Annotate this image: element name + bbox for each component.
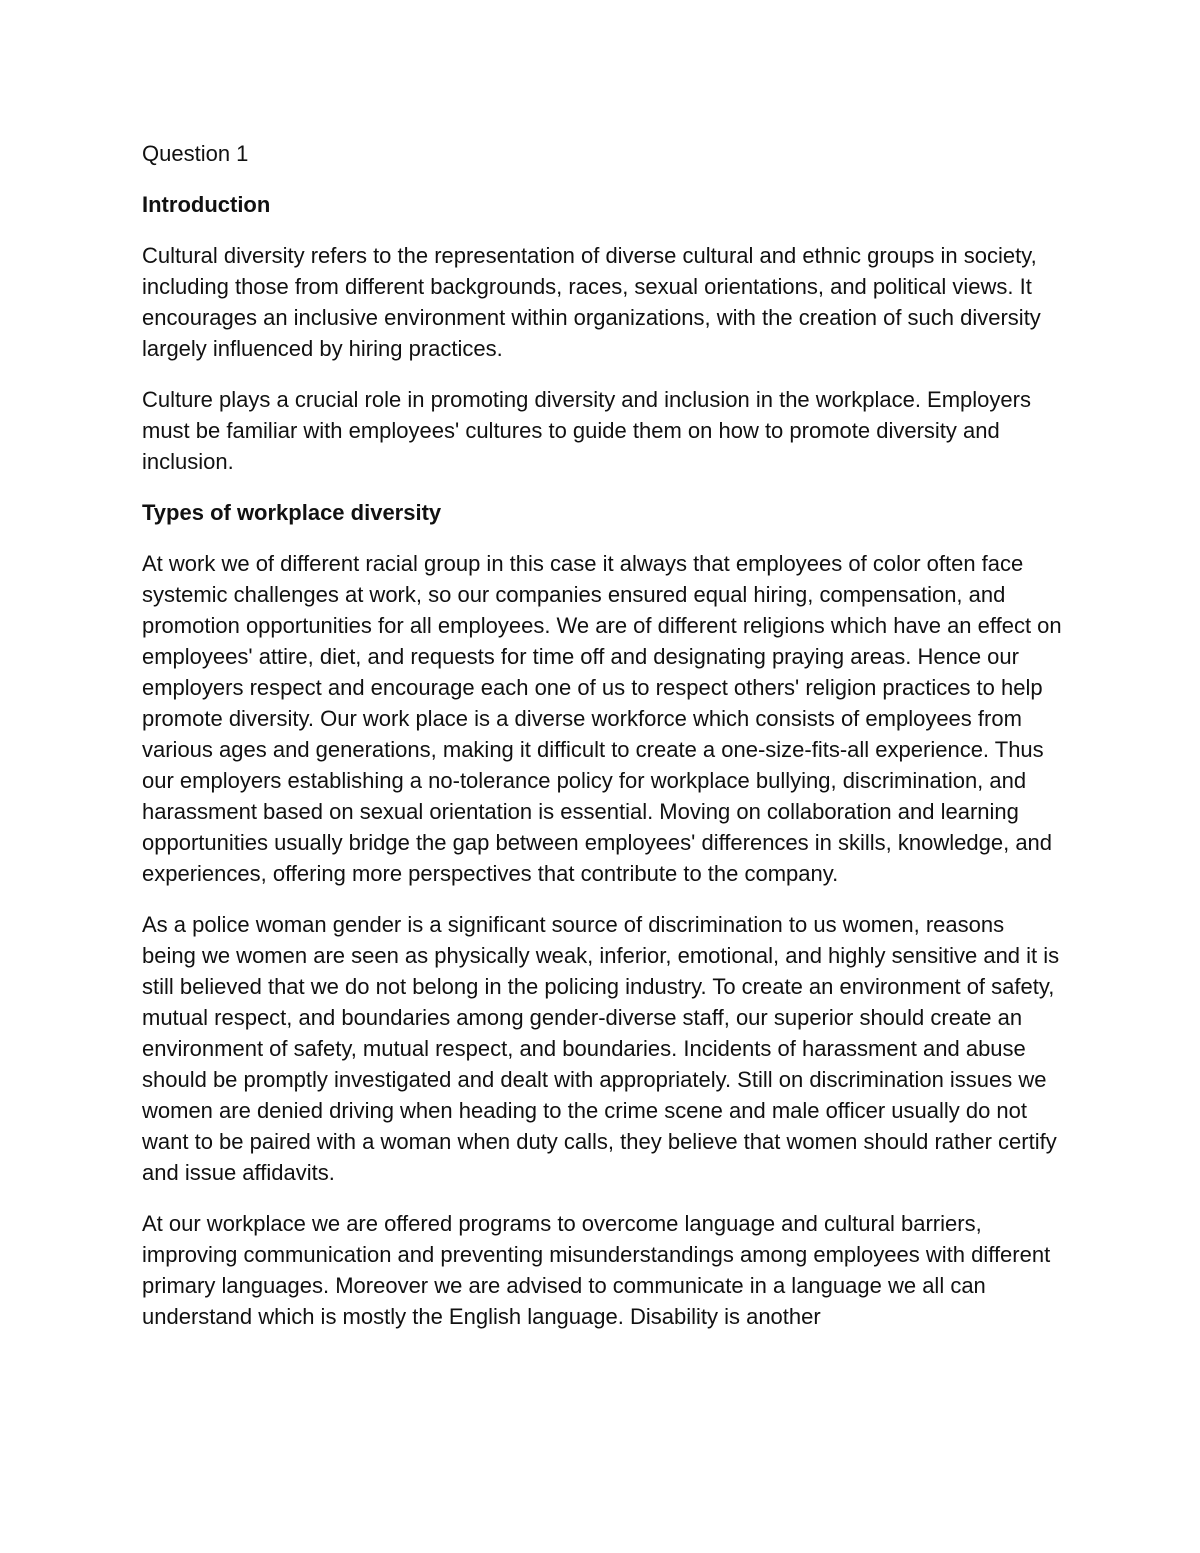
section-heading-introduction: Introduction xyxy=(142,192,271,217)
document-page xyxy=(142,138,1062,1352)
paragraph: As a police woman gender is a significant source of discrimination to us women, reasons being we women are seen as physically weak, inferior, emotional, and highly sensitive and it is still believed that we do not belong in the policing industry. To create an environment of safety, mutual respect, and boundaries among gender-diverse staff, our superior should create an environment of safety, mutual respect, and boundaries. Incidents of harassment and abuse should be promptly investigated and dealt with appropriately. Still on discrimination issues we women are denied driving when heading to the crime scene and male officer usually do not want to be paired with a woman when duty calls, they believe that women should rather certify and issue affidavits. xyxy=(142,912,1060,1185)
paragraph: Cultural diversity refers to the representation of diverse cultural and ethnic groups in society, including those from different backgrounds, races, sexual orientations, and political views. It encourages an inclusive environment within organizations, with the creation of such diversity largely influenced by hiring practices. xyxy=(142,243,1041,361)
paragraph: At our workplace we are offered programs to overcome language and cultural barriers, improving communication and preventing misunderstandings among employees with different primary languages. Moreover we are advised to communicate in a language we all can understand which is mostly the English language. Disability is another xyxy=(142,1211,1051,1329)
paragraph: At work we of different racial group in this case it always that employees of color often face systemic challenges at work, so our companies ensured equal hiring, compensation, and promotion opportunities for all employees. We are of different religions which have an effect on employees' attire, diet, and requests for time off and designating praying areas. Hence our employers respect and encourage each one of us to respect others' religion practices to help promote diversity. Our work place is a diverse workforce which consists of employees from various ages and generations, making it difficult to create a one-size-fits-all experience. Thus our employers establishing a no-tolerance policy for workplace bullying, discrimination, and harassment based on sexual orientation is essential. Moving on collaboration and learning opportunities usually bridge the gap between employees' differences in skills, knowledge, and experiences, offering more perspectives that contribute to the company. xyxy=(142,551,1062,886)
paragraph: Culture plays a crucial role in promoting diversity and inclusion in the workplace. Employers must be familiar with employees' cultures to guide them on how to promote diversity and inclusion. xyxy=(142,387,1031,474)
document-title: Question 1 xyxy=(142,141,249,166)
section-heading-types-of-workplace-diversity: Types of workplace diversity xyxy=(142,500,442,525)
